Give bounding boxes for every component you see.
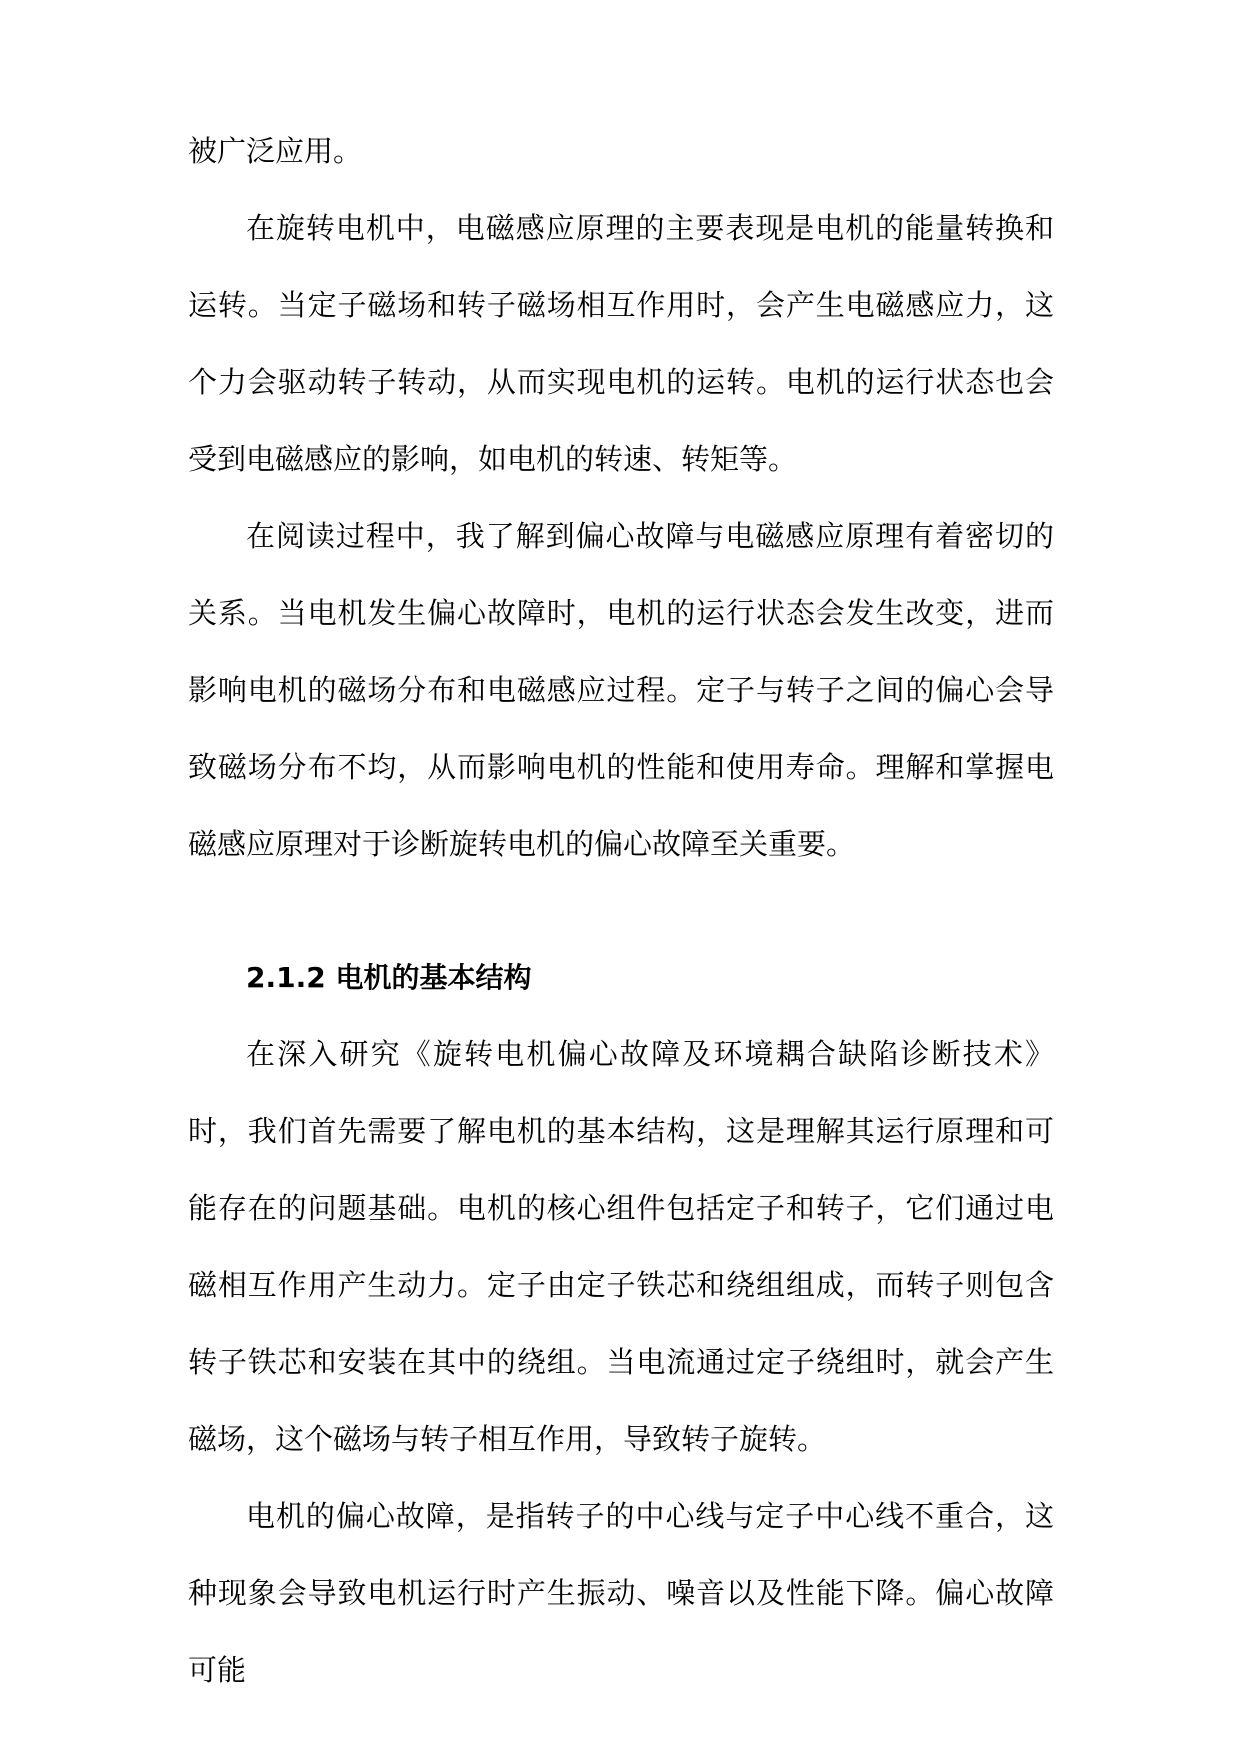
paragraph-continuation: 被广泛应用。 xyxy=(188,134,363,168)
document-page xyxy=(188,113,1054,1709)
paragraph-eccentric-fault-relation: 在阅读过程中，我了解到偏心故障与电磁感应原理有着密切的关系。当电机发生偏心故障时，电机的运行状态会发生改变，进而影响电机的磁场分布和电磁感应过程。定子与转子之间的偏心会导致磁场分布不均，从而影响电机的性能和使用寿命。理解和掌握电磁感应原理对于诊断旋转电机的偏心故障至关重要。 xyxy=(188,519,1054,861)
paragraph-motor-structure: 在深入研究《旋转电机偏心故障及环境耦合缺陷诊断技术》时，我们首先需要了解电机的基本结构，这是理解其运行原理和可能存在的问题基础。电机的核心组件包括定子和转子，它们通过电磁相互作用产生动力。定子由定子铁芯和绕组组成，而转子则包含转子铁芯和安装在其中的绕组。当电流通过定子绕组时，就会产生磁场，这个磁场与转子相互作用，导致转子旋转。 xyxy=(188,1037,1054,1456)
section-heading: 2.1.2 电机的基本结构 xyxy=(246,961,532,994)
section-spacer xyxy=(188,883,1054,939)
paragraph-electromagnetic-induction: 在旋转电机中，电磁感应原理的主要表现是电机的能量转换和运转。当定子磁场和转子磁场相互作用时，会产生电磁感应力，这个力会驱动转子转动，从而实现电机的运转。电机的运行状态也会受到电磁感应的影响，如电机的转速、转矩等。 xyxy=(188,211,1054,476)
paragraph-eccentric-fault-definition: 电机的偏心故障，是指转子的中心线与定子中心线不重合，这种现象会导致电机运行时产生振动、噪音以及性能下降。偏心故障可能 xyxy=(188,1499,1054,1687)
